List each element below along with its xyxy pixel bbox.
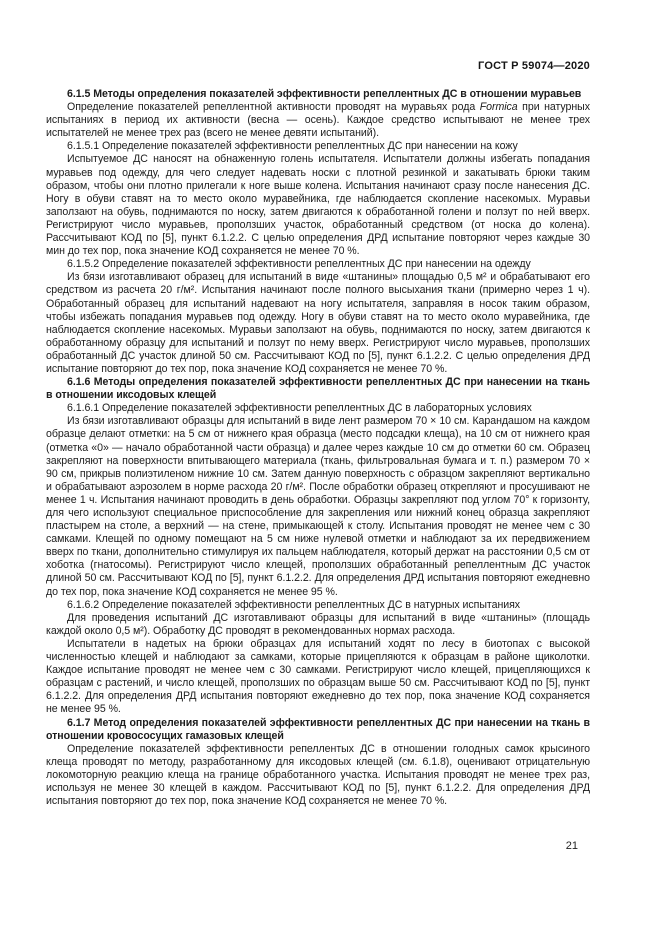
section-heading-6-1-7: 6.1.7 Метод определения показателей эффективности репеллентных ДС при нанесении на ткань в отношении кровососущих гамазовых клещей xyxy=(46,716,590,742)
paragraph-gamasid-mites: Определение показателей эффективности репеллентых ДС в отношении голодных самок крысиного клеща проводят по методу, разработанному для иксодовых клещей (см. 6.1.8), оценивают отрицательную локомоторную реакцию клеща на границе обработанного участка. Испытания проводят не менее трех раз, используя не менее 30 клещей в каждом. Рассчитывают КОД по [5], пункт 6.1.2.2. Для определения ДРД испытания повторяют до тех пор, пока значение КОД сохраняется не менее 70 %. xyxy=(46,742,590,808)
gost-standard-number: ГОСТ Р 59074—2020 xyxy=(478,60,590,72)
paragraph-text-after-species: при натурных испытаниях в период их активности (весна — осень). Каждое средство испытывают не менее трех испытателей не менее трех раз (всего не менее девяти испытаний). xyxy=(46,101,590,140)
clause-heading-6-1-6-1: 6.1.6.1 Определение показателей эффективности репеллентных ДС в лабораторных условиях xyxy=(67,402,532,415)
clause-heading-6-1-5-2: 6.1.5.2 Определение показателей эффективности репеллентных ДС при нанесении на одежду xyxy=(67,258,531,271)
paragraph-lab-conditions: Из бязи изготавливают образцы для испытаний в виде лент размером 70 × 10 см. Карандашом на каждом образце делают отметки: на 5 см от нижнего края образца (место подсадки клеща), на 10 см от нижнего края (отметка «0» — начало обработанной части образца) и далее через каждые 10 см до отметки 60 см. Образец закрепляют на поверхности впитывающего материала (ткань, фильтровальная бумага и т. п.) размером 70 × 90 см, прикрыв полиэтиленом нижние 10 см. Затем данную поверхность с образцом закрепляют вертикально и обрабатывают аэрозолем в норме расхода 20 г/м². После обработки образец открепляют и просушивают не менее 1 ч. Испытания начинают проводить в день обработки. Образцы закрепляют под углом 70° к горизонту, для чего используют специальное приспособление для закрепления или нижний конец образца закрепляют пластырем на столе, а верхний — на стене, примыкающей к столу. Испытания проводят не менее чем с 30 самками. Клещей по одному помещают на 5 см ниже нулевой отметки и наблюдают за их передвижением вверх по ткани, дополнительно стимулируя их пальцем наблюдателя, который держат на расстоянии 0,5 см от хоботка (гнатосомы). Регистрируют число клещей, проползших обработанный репеллентным ДС участок длиной 50 см. Рассчитывают КОД по [5], пункт 6.1.2.2. Для определения ДРД испытания повторяют ежедневно до тех пор, пока значение КОД сохраняется не менее 95 %. xyxy=(46,415,590,598)
paragraph-ants-intro xyxy=(46,101,590,140)
page-number: 21 xyxy=(565,840,578,852)
section-heading-6-1-6: 6.1.6 Методы определения показателей эффективности репеллентных ДС при нанесении на ткань в отношении иксодовых клещей xyxy=(46,376,590,402)
species-name-italic: Formica xyxy=(479,101,518,114)
paragraph-text-before-species: Определение показателей репеллентной активности проводят на муравьях рода xyxy=(67,101,480,114)
paragraph-clothing-application: Из бязи изготавливают образец для испытаний в виде «штанины» площадью 0,5 м² и обрабатывают его средством из расчета 20 г/м². Испытания начинают после полного высыхания ткани (примерно через 1 ч). Обработанный образец для испытаний надевают на ногу испытателя, заправляя в носок таким образом, чтобы избежать попадания муравьев под одежду. Ногу в обуви ставят на то место около муравейника, где наблюдается скопление насекомых. Муравьи заползают на обувь, поднимаются по носку, затем двигаются к обработанному образцу для испытаний и ползут по нему вверх. Регистрируют число муравьев, проползших обработанный ДС участок длиной 50 см. Рассчитывают КОД по [5], пункт 6.1.2.2. С целью определения ДРД испытание повторяют до тех пор, пока значение КОД сохраняется не менее 70 %. xyxy=(46,271,590,375)
section-heading-6-1-5: 6.1.5 Методы определения показателей эффективности репеллентных ДС в отношении муравьев xyxy=(67,88,582,100)
paragraph-field-samples: Для проведения испытаний ДС изготавливают образцы для испытаний в виде «штанины» (площадь каждой около 0,5 м²). Обработку ДС проводят в рекомендованных нормах расхода. xyxy=(46,611,590,637)
paragraph-field-testing: Испытатели в надетых на брюки образцах для испытаний ходят по лесу в биотопах с высокой численностью клещей и наблюдают за самками, которые прицепляются к образцам в районе щиколотки. Каждое испытание проводят не менее чем с 30 самками. Регистрируют число клещей, прицепляющихся к образцам с растений, и число клещей, проползших по образцам выше 50 см. Рассчитывают КОД по [5], пункт 6.1.2.2. Для определения ДРД испытания повторяют ежедневно до тех пор, пока значение КОД сохраняется не менее 95 %. xyxy=(46,637,590,716)
clause-heading-6-1-5-1: 6.1.5.1 Определение показателей эффективности репеллентных ДС при нанесении на кожу xyxy=(67,140,518,153)
clause-heading-6-1-6-2: 6.1.6.2 Определение показателей эффективности репеллентных ДС в натурных испытаниях xyxy=(67,598,521,611)
paragraph-skin-application: Испытуемое ДС наносят на обнаженную голень испытателя. Испытатели должны избегать попадания муравьев под одежду, для чего следует надевать носки с плотной резинкой и закатывать брюки таким образом, чтобы они плотно прилегали к ноге выше колена. Испытания начинают сразу после нанесения ДС. Ногу в обуви ставят на то место около муравейника, где наблюдается скопление насекомых. Муравьи заползают на обувь, поднимаются по носку, затем двигаются к обработанной голени и ползут по ней вверх. Регистрируют число муравьев, проползших участок, обработанный средством (от носка до колена). Рассчитывают КОД по [5], пункт 6.1.2.2. С целью определения ДРД испытание повторяют через каждые 30 мин до тех пор, пока значение КОД сохраняется не менее 70 %. xyxy=(46,153,590,258)
document-content xyxy=(46,88,590,808)
